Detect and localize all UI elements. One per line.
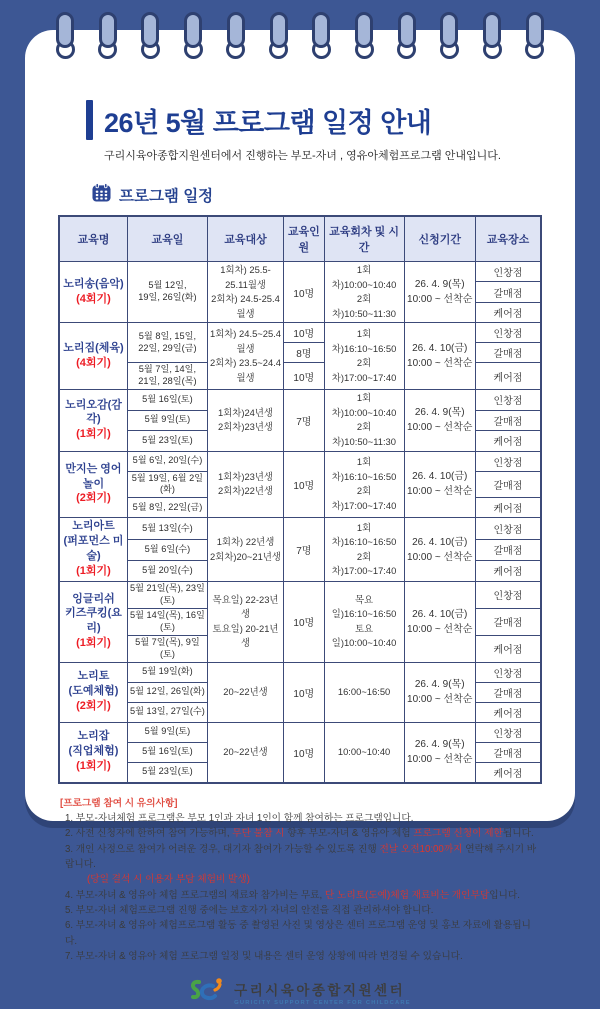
spiral-ring bbox=[398, 12, 416, 66]
program-location-cell: 갈매점 bbox=[475, 343, 541, 363]
column-header: 교육인원 bbox=[284, 216, 324, 262]
program-target-cell: 1회차) 25.5-25.11월생 2회차) 24.5-25.4월생 bbox=[207, 262, 283, 323]
program-dates-cell: 5월 20일(수) bbox=[127, 560, 207, 581]
table-row bbox=[59, 390, 541, 410]
program-dates-cell: 5월 8일, 22일(금) bbox=[127, 498, 207, 518]
program-target-cell: 1회차)23년생 2회차)22년생 bbox=[207, 451, 283, 518]
program-time-cell: 목요일)16:10~16:50 토요일)10:00~10:40 bbox=[324, 581, 404, 662]
program-time-cell: 1회차)16:10~16:50 2회차)17:00~17:40 bbox=[324, 451, 404, 518]
program-dates-cell: 5월 12일, 19일, 26일(화) bbox=[127, 262, 207, 323]
program-name-cell: 노리오감(감각) (1회기) bbox=[59, 390, 127, 451]
schedule-table bbox=[58, 215, 542, 784]
spiral-ring bbox=[483, 12, 501, 66]
column-header: 교육장소 bbox=[475, 216, 541, 262]
program-target-cell: 1회차) 22년생 2회차)20~21년생 bbox=[207, 518, 283, 581]
section-header bbox=[92, 183, 542, 207]
table-row bbox=[59, 323, 541, 343]
spiral-ring bbox=[141, 12, 159, 66]
program-time-cell: 10:00~10:40 bbox=[324, 722, 404, 783]
program-target-cell: 1회차)24년생 2회차)23년생 bbox=[207, 390, 283, 451]
note-item: 7. 부모-자녀 & 영유아 체험 프로그램 일정 및 내용은 센터 운영 상황에 따라 변경될 수 있습니다. bbox=[65, 950, 463, 962]
program-capacity-cell: 10명 bbox=[284, 722, 324, 783]
program-location-cell: 인창점 bbox=[475, 451, 541, 471]
program-name-cell: 노리송(음악) (4회기) bbox=[59, 262, 127, 323]
program-capacity-cell: 7명 bbox=[284, 518, 324, 581]
program-location-cell: 케어점 bbox=[475, 762, 541, 783]
program-location-cell: 갈매점 bbox=[475, 742, 541, 762]
program-location-cell: 갈매점 bbox=[475, 682, 541, 702]
column-header: 교육대상 bbox=[207, 216, 283, 262]
note-item: 6. 부모-자녀 & 영유아 체험프로그램 활동 중 촬영된 사진 및 영상은 센터 프로그램 운영 및 홍보 자료에 활용됩니다. bbox=[65, 920, 531, 947]
program-capacity-cell: 10명 bbox=[284, 262, 324, 323]
spiral-ring bbox=[312, 12, 330, 66]
program-time-cell: 16:00~16:50 bbox=[324, 662, 404, 722]
page-title: 26년 5월 프로그램 일정 안내 bbox=[104, 107, 432, 138]
program-location-cell: 케어점 bbox=[475, 498, 541, 518]
program-dates-cell: 5월 23일(토) bbox=[127, 431, 207, 451]
table-row bbox=[59, 662, 541, 682]
program-dates-cell: 5월 9일(토) bbox=[127, 722, 207, 742]
program-capacity-cell: 7명 bbox=[284, 390, 324, 451]
program-location-cell: 인창점 bbox=[475, 390, 541, 410]
center-logo bbox=[58, 976, 542, 1009]
program-location-cell: 갈매점 bbox=[475, 539, 541, 560]
note-item: 2. 사전 신청자에 한하여 참여 가능하며, 무단 불참 시 향후 부모-자녀 & 영유아 체험 프로그램 신청이 제한됩니다. bbox=[65, 828, 534, 840]
program-time-cell: 1회차)16:10~16:50 2회차)17:00~17:40 bbox=[324, 323, 404, 390]
program-dates-cell: 5월 9일(토) bbox=[127, 410, 207, 430]
table-header-row bbox=[59, 216, 541, 262]
title-accent-bar bbox=[86, 100, 93, 140]
note-item: 3. 개인 사정으로 참여가 어려운 경우, 대기자 참여가 가능할 수 있도록 진행 전날 오전10:00까지 연락해 주시기 바랍니다. bbox=[65, 843, 537, 870]
program-period-cell: 26. 4. 9(목) 10:00 ~ 선착순 bbox=[404, 722, 475, 783]
program-dates-cell: 5월 14일(목), 16일(토) bbox=[127, 608, 207, 635]
notes-heading: [프로그램 참여 시 유의사항] bbox=[60, 797, 178, 809]
program-location-cell: 케어점 bbox=[475, 302, 541, 322]
notes-section bbox=[60, 796, 542, 965]
program-capacity-cell: 10명 bbox=[284, 451, 324, 518]
section-title: 프로그램 일정 bbox=[119, 188, 214, 205]
logo-text bbox=[234, 979, 411, 1006]
program-capacity-cell: 10명 bbox=[284, 581, 324, 662]
note-item: (당일 결석 시 이용자 부담 체험비 발생) bbox=[87, 874, 250, 886]
column-header: 교육일 bbox=[127, 216, 207, 262]
notes-list bbox=[60, 811, 542, 964]
spiral-ring bbox=[440, 12, 458, 66]
program-time-cell: 1회차)10:00~10:40 2회차)10:50~11:30 bbox=[324, 262, 404, 323]
title-row bbox=[86, 100, 542, 140]
program-name-cell: 노리잡 (직업체험) (1회기) bbox=[59, 722, 127, 783]
spiral-ring bbox=[227, 12, 245, 66]
program-location-cell: 인창점 bbox=[475, 262, 541, 282]
program-dates-cell: 5월 6일(수) bbox=[127, 539, 207, 560]
program-dates-cell: 5월 13일, 27일(수) bbox=[127, 702, 207, 722]
spiral-ring bbox=[184, 12, 202, 66]
program-location-cell: 케어점 bbox=[475, 363, 541, 390]
note-item: 5. 부모-자녀 체험프로그램 진행 중에는 보호자가 자녀의 안전을 직접 관리하셔야 합니다. bbox=[65, 904, 434, 916]
program-dates-cell: 5월 21일(목), 23일(토) bbox=[127, 581, 207, 608]
program-dates-cell: 5월 8일, 15일, 22일, 29일(금) bbox=[127, 323, 207, 363]
program-target-cell: 20~22년생 bbox=[207, 662, 283, 722]
program-location-cell: 갈매점 bbox=[475, 410, 541, 430]
program-dates-cell: 5월 16일(토) bbox=[127, 742, 207, 762]
program-location-cell: 인창점 bbox=[475, 581, 541, 608]
program-capacity-cell: 10명 bbox=[284, 323, 324, 343]
program-dates-cell: 5월 19일, 6월 2일(화) bbox=[127, 471, 207, 498]
table-row bbox=[59, 518, 541, 539]
program-location-cell: 갈매점 bbox=[475, 608, 541, 635]
spiral-ring bbox=[56, 12, 74, 66]
program-period-cell: 26. 4. 10(금) 10:00 ~ 선착순 bbox=[404, 451, 475, 518]
spiral-ring bbox=[270, 12, 288, 66]
program-dates-cell: 5월 13일(수) bbox=[127, 518, 207, 539]
program-dates-cell: 5월 12일, 26일(화) bbox=[127, 682, 207, 702]
spiral-binder-rings bbox=[56, 12, 544, 66]
program-location-cell: 케어점 bbox=[475, 702, 541, 722]
table-row bbox=[59, 581, 541, 608]
program-location-cell: 인창점 bbox=[475, 722, 541, 742]
program-time-cell: 1회차)16:10~16:50 2회차)17:00~17:40 bbox=[324, 518, 404, 581]
spiral-ring bbox=[526, 12, 544, 66]
column-header: 신청기간 bbox=[404, 216, 475, 262]
program-location-cell: 인창점 bbox=[475, 518, 541, 539]
schedule-table-body bbox=[59, 262, 541, 783]
program-dates-cell: 5월 16일(토) bbox=[127, 390, 207, 410]
program-name-cell: 노리토 (도예체험) (2회기) bbox=[59, 662, 127, 722]
program-location-cell: 갈매점 bbox=[475, 471, 541, 498]
program-target-cell: 20~22년생 bbox=[207, 722, 283, 783]
program-dates-cell: 5월 7일, 14일, 21일, 28일(목) bbox=[127, 363, 207, 390]
program-location-cell: 인창점 bbox=[475, 662, 541, 682]
program-period-cell: 26. 4. 10(금) 10:00 ~ 선착순 bbox=[404, 518, 475, 581]
program-dates-cell: 5월 23일(토) bbox=[127, 762, 207, 783]
program-dates-cell: 5월 19일(화) bbox=[127, 662, 207, 682]
program-target-cell: 목요일) 22-23년생 토요일) 20-21년생 bbox=[207, 581, 283, 662]
column-header: 교육명 bbox=[59, 216, 127, 262]
program-location-cell: 케어점 bbox=[475, 635, 541, 662]
spiral-ring bbox=[99, 12, 117, 66]
note-item: 4. 부모-자녀 & 영유아 체험 프로그램의 재료와 참가비는 무료, 단 노리토(도예)체험 재료비는 개인부담입니다. bbox=[65, 889, 520, 901]
logo-mark-icon bbox=[189, 976, 227, 1009]
table-row bbox=[59, 451, 541, 471]
program-dates-cell: 5월 7일(목), 9일(토) bbox=[127, 635, 207, 662]
calendar-icon bbox=[92, 183, 111, 207]
page-content bbox=[58, 60, 542, 1007]
program-dates-cell: 5월 6일, 20일(수) bbox=[127, 451, 207, 471]
page-subtitle: 구리시육아종합지원센터에서 진행하는 부모-자녀 , 영유아체험프로그램 안내입니다. bbox=[104, 150, 501, 162]
program-location-cell: 케어점 bbox=[475, 431, 541, 451]
program-location-cell: 케어점 bbox=[475, 560, 541, 581]
program-period-cell: 26. 4. 9(목) 10:00 ~ 선착순 bbox=[404, 662, 475, 722]
notebook-card bbox=[25, 30, 575, 1007]
program-period-cell: 26. 4. 10(금) 10:00 ~ 선착순 bbox=[404, 323, 475, 390]
program-period-cell: 26. 4. 9(목) 10:00 ~ 선착순 bbox=[404, 262, 475, 323]
program-location-cell: 인창점 bbox=[475, 323, 541, 343]
program-name-cell: 노리아트 (퍼포먼스 미술) (1회기) bbox=[59, 518, 127, 581]
program-target-cell: 1회차) 24.5~25.4월생 2회차) 23.5~24.4월생 bbox=[207, 323, 283, 390]
program-time-cell: 1회차)10:00~10:40 2회차)10:50~11:30 bbox=[324, 390, 404, 451]
logo-name-en: GURICITY SUPPORT CENTER FOR CHILDCARE bbox=[234, 1000, 411, 1007]
program-name-cell: 잉글리쉬 키즈쿠킹(요리) (1회기) bbox=[59, 581, 127, 662]
program-period-cell: 26. 4. 9(목) 10:00 ~ 선착순 bbox=[404, 390, 475, 451]
table-row bbox=[59, 262, 541, 282]
program-name-cell: 노리짐(체육) (4회기) bbox=[59, 323, 127, 390]
spiral-ring bbox=[355, 12, 373, 66]
program-capacity-cell: 10명 bbox=[284, 662, 324, 722]
program-name-cell: 만지는 영어놀이 (2회기) bbox=[59, 451, 127, 518]
column-header: 교육회차 및 시간 bbox=[324, 216, 404, 262]
program-period-cell: 26. 4. 10(금) 10:00 ~ 선착순 bbox=[404, 581, 475, 662]
logo-name-ko: 구리시육아종합지원센터 bbox=[234, 983, 406, 999]
program-capacity-cell: 10명 bbox=[284, 363, 324, 390]
program-location-cell: 갈매점 bbox=[475, 282, 541, 302]
table-row bbox=[59, 722, 541, 742]
note-item: 1. 부모-자녀체험 프로그램은 부모 1인과 자녀 1인이 함께 참여하는 프로그램입니다. bbox=[65, 812, 414, 824]
program-capacity-cell: 8명 bbox=[284, 343, 324, 363]
